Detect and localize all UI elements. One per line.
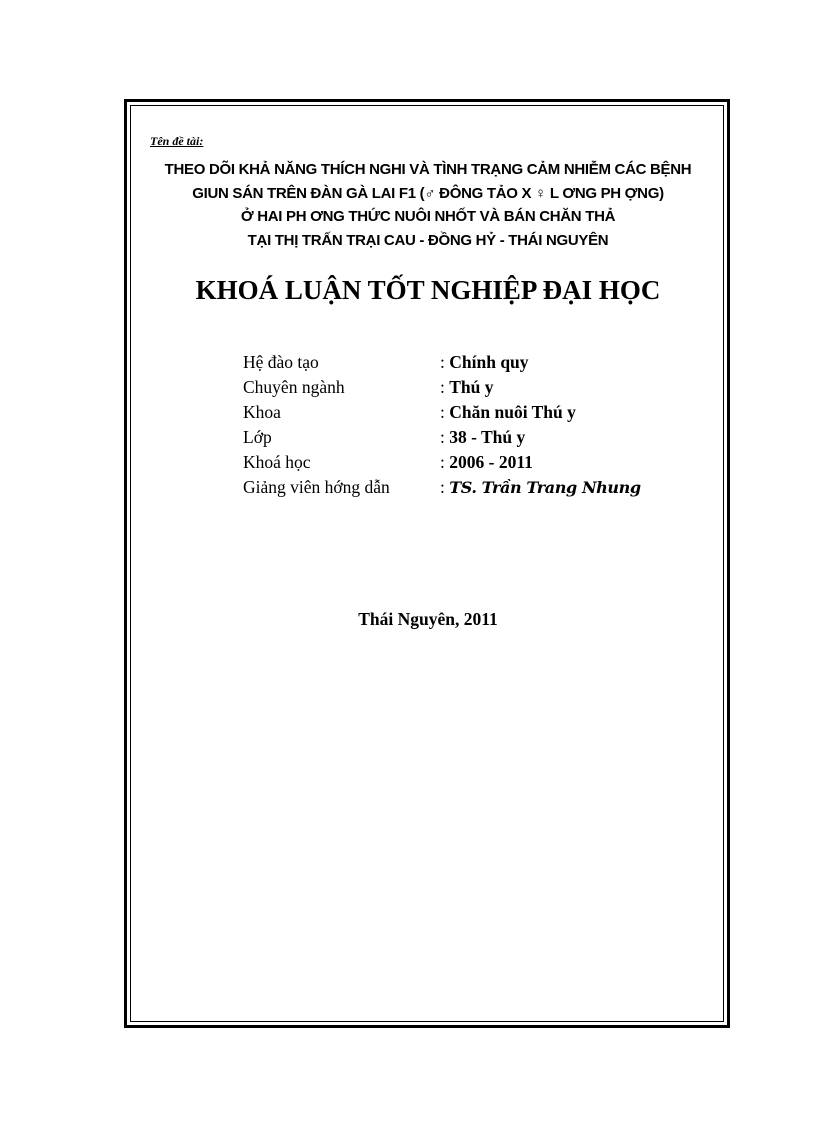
topic-label: Tên đề tài: (150, 134, 204, 148)
info-value (440, 475, 641, 500)
info-value-text: Chính quy (449, 352, 529, 372)
info-colon: : (440, 452, 445, 472)
supervisor-name: TS. Trần Trang Nhung (449, 478, 641, 497)
info-colon: : (440, 477, 445, 497)
title-line-1: THEO DÕI KHẢ NĂNG THÍCH NGHI VÀ TÌNH TRẠNG CẢM NHIỄM CÁC BỆNH (164, 161, 692, 178)
info-value (440, 375, 494, 400)
info-label: Khoá học (243, 452, 311, 472)
thesis-type-heading: KHOÁ LUẬN TỐT NGHIỆP ĐẠI HỌC (195, 275, 661, 305)
title-line-3: Ở HAI PH ƠNG THỨC NUÔI NHỐT VÀ BÁN CHĂN THẢ (240, 208, 616, 225)
info-value (440, 425, 525, 450)
info-value-text: Thú y (449, 377, 494, 397)
place-and-year: Thái Nguyên, 2011 (358, 609, 498, 629)
info-label: Chuyên ngành (243, 377, 345, 397)
info-value (440, 350, 529, 375)
thesis-title (130, 158, 726, 252)
info-value (440, 450, 533, 475)
info-label: Hệ đào tạo (243, 352, 319, 372)
info-label: Giảng viên hớng dẫn (243, 477, 390, 497)
title-line-2: GIUN SÁN TRÊN ĐÀN GÀ LAI F1 (♂ ĐÔNG TẢO X ♀ L ƠNG PH ỢNG) (192, 184, 664, 202)
info-value-text: 2006 - 2011 (449, 452, 533, 472)
info-value (440, 400, 576, 425)
info-value-text: Chăn nuôi Thú y (449, 402, 576, 422)
info-value-text: 38 - Thú y (449, 427, 526, 447)
info-colon: : (440, 377, 445, 397)
info-label: Khoa (243, 402, 281, 422)
info-colon: : (440, 402, 445, 422)
info-colon: : (440, 427, 445, 447)
title-line-4: TẠI THỊ TRẤN TRẠI CAU - ĐỒNG HỶ - THÁI NGUYÊN (247, 231, 609, 249)
info-label: Lớp (243, 427, 272, 447)
info-colon: : (440, 352, 445, 372)
